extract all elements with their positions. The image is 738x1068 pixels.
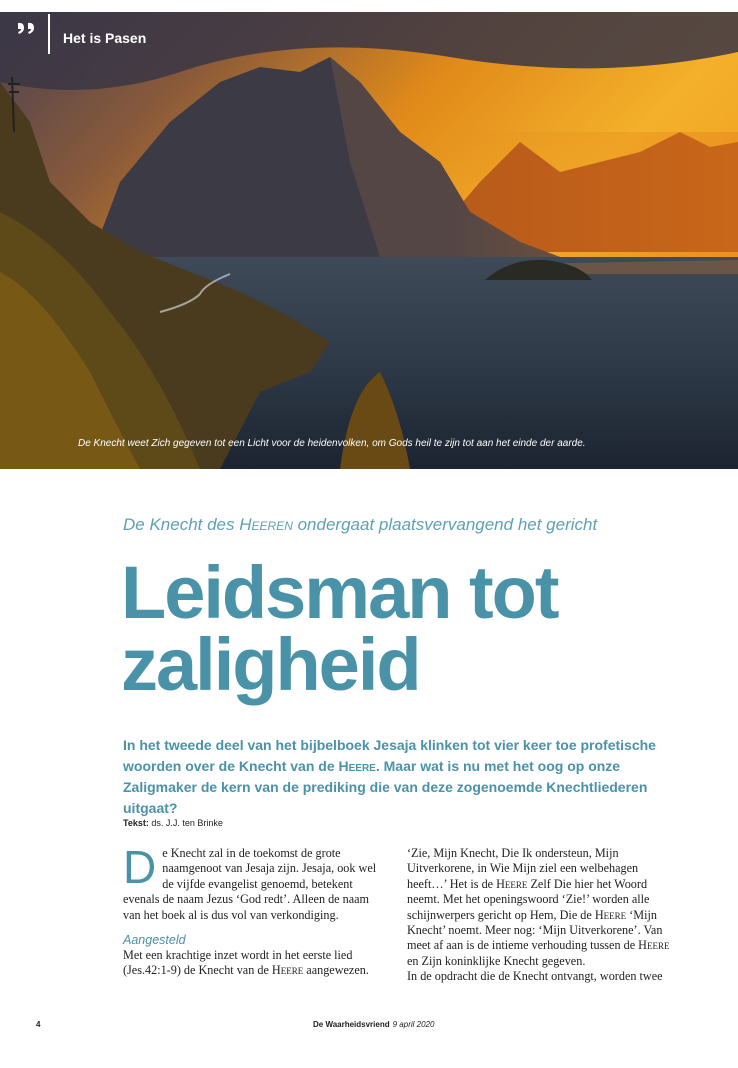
body-column-1 (123, 841, 386, 979)
kicker (123, 515, 597, 535)
p2-pre: Met een krachtige inzet wordt in het eerste lied (Jes.42:1-9) de Knecht van de (123, 948, 353, 978)
kicker-post: ondergaat plaatsvervangend het gericht (292, 515, 598, 534)
byline (123, 818, 223, 828)
landscape-image (0, 12, 738, 469)
headline-line-2: zaligheid (121, 623, 420, 706)
p3-heere-3: Heere (638, 938, 670, 953)
headline-line-1: Leidsman tot (121, 551, 558, 634)
byline-label: Tekst: (123, 818, 149, 828)
issue-date: 9 april 2020 (392, 1020, 435, 1029)
p3-d: en Zijn koninklijke Knecht gegeven. (407, 953, 586, 968)
paragraph-3 (407, 846, 670, 969)
byline-author: ds. J.J. ten Brinke (148, 818, 223, 828)
paragraph-1-text: e Knecht zal in de toekomst de grote naamgenoot van Jesaja zijn. Jesaja, ook wel de vijfde evangelist genoemd, betekent evenals de naam Jezus ‘God redt’. Alleen de naam van het boek al is dus vol van verkondiging. (123, 846, 377, 922)
photo-caption: De Knecht weet Zich gegeven tot een Licht voor de heidenvolken, om Gods heil te zijn tot aan het einde der aarde. (78, 438, 586, 449)
subheading: Aangesteld (123, 933, 186, 948)
intro-heere: Heere (338, 758, 376, 774)
kicker-pre: De Knecht des (123, 515, 240, 534)
p3-b: Zelf Die hier het Woord neemt. Met het openingswoord ‘Zie!’ worden alle schijnwerpers gericht op Hem, Die de (407, 876, 650, 922)
footer (313, 1020, 434, 1029)
hero-photo (0, 12, 738, 469)
p3-heere-2: Heere (594, 907, 627, 922)
section-title: Het is Pasen (63, 30, 147, 46)
p3-heere-1: Heere (496, 876, 528, 891)
kicker-heere: Heeren (239, 515, 293, 534)
p2-post: aangewezen. (303, 963, 369, 978)
paragraph-1 (123, 841, 386, 923)
p3-c: ‘Mijn Knecht’ noemt. Meer nog: ‘Mijn Uitverkorene’. Van meet af aan is de intieme verhouding tussen de (407, 907, 663, 953)
paragraph-4: In de opdracht die de Knecht ontvangt, worden twee (407, 969, 663, 984)
paragraph-2 (123, 948, 386, 979)
dropcap: D (123, 841, 157, 893)
p2-heere: Heere (271, 963, 304, 978)
intro-pre: In het tweede deel van het bijbelboek Jesaja klinken tot vier keer toe profetische woorden over de Knecht van de (123, 737, 656, 774)
p3-a: ‘Zie, Mijn Knecht, Die Ik ondersteun, Mijn Uitverkorene, in Wie Mijn ziel een welbehagen heeft…’ Het is de (407, 846, 639, 891)
intro (123, 735, 678, 819)
quote-icon (15, 18, 39, 42)
headline (121, 551, 721, 706)
body-column-2 (407, 846, 670, 985)
magazine-name: De Waarheidsvriend (313, 1020, 390, 1029)
header-divider (48, 14, 50, 54)
intro-post: . Maar wat is nu met het oog op onze Zaligmaker de kern van de prediking die van deze zogenoemde Knechtliederen uitgaat? (123, 758, 648, 816)
page-number: 4 (36, 1020, 41, 1029)
